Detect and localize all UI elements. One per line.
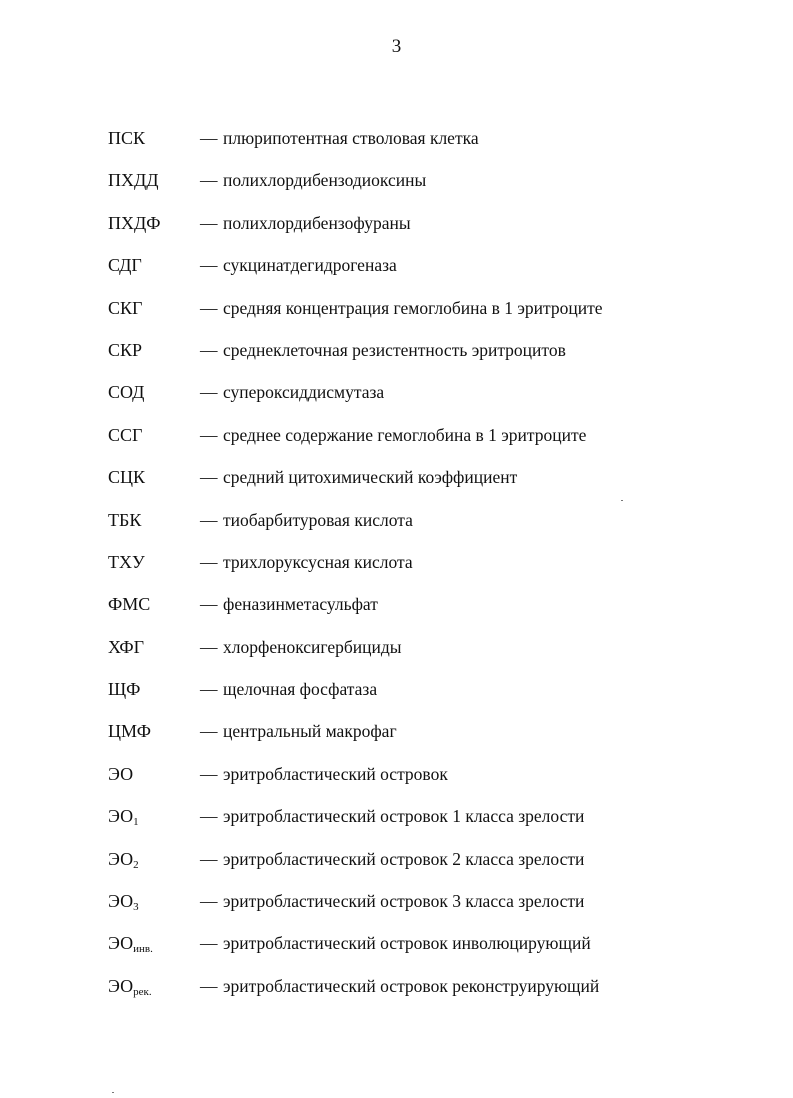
abbreviation-term: ПСК — [108, 128, 146, 148]
em-dash: — — [200, 255, 218, 276]
abbreviation-row — [108, 128, 748, 170]
em-dash: — — [200, 636, 218, 657]
page-number: 3 — [391, 36, 402, 57]
abbreviation-term: СКГ — [108, 297, 143, 318]
abbreviation-row — [108, 170, 748, 212]
abbreviation-term: ССГ — [108, 424, 143, 445]
abbreviation-term: ЭО — [108, 763, 134, 784]
abbreviation-term: СЦК — [108, 467, 146, 488]
em-dash: — — [200, 848, 218, 869]
em-dash: — — [200, 679, 218, 700]
em-dash: — — [200, 933, 218, 954]
abbreviation-row — [108, 806, 748, 848]
abbreviation-row — [108, 213, 748, 255]
abbreviation-definition: эритробластический островок 2 класса зрелости — [223, 848, 585, 869]
abbreviation-row — [108, 594, 748, 636]
abbreviation-definition: эритробластический островок инволюцирующий — [223, 933, 591, 954]
abbreviation-term: ЩФ — [108, 679, 141, 700]
abbreviation-definition: полихлордибензофураны — [223, 212, 411, 233]
abbreviation-term: $ЭО_{рек.}$ — [108, 975, 152, 998]
abbreviation-definition: эритробластический островок реконструирующий — [223, 975, 600, 996]
abbreviation-term: ТБК — [108, 509, 142, 530]
em-dash: — — [200, 551, 218, 572]
abbreviation-row — [108, 340, 748, 382]
abbreviation-row — [108, 425, 748, 467]
abbreviation-term: $ЭО_2$ — [108, 848, 139, 871]
abbreviation-row — [108, 467, 748, 509]
abbreviation-list — [108, 128, 748, 1018]
abbreviation-term: СКР — [108, 339, 143, 360]
abbreviation-row — [108, 382, 748, 424]
em-dash: — — [200, 975, 218, 996]
abbreviation-term: СДГ — [108, 255, 142, 276]
abbreviation-row — [108, 679, 748, 721]
abbreviation-row — [108, 891, 748, 933]
em-dash: — — [200, 424, 218, 445]
em-dash: — — [200, 721, 218, 742]
abbreviation-definition: центральный макрофаг — [223, 721, 397, 742]
em-dash: — — [200, 170, 218, 191]
abbreviation-definition: супероксиддисмутаза — [223, 382, 385, 403]
abbreviation-term: ПХДД — [108, 170, 159, 191]
scan-speck — [621, 500, 623, 501]
abbreviation-definition: эритробластический островок 3 класса зрелости — [223, 891, 585, 912]
abbreviation-definition: полихлордибензодиоксины — [223, 170, 427, 191]
abbreviation-definition: тиобарбитуровая кислота — [223, 509, 413, 530]
em-dash: — — [200, 806, 218, 827]
abbreviation-definition: сукцинатдегидрогеназа — [223, 255, 397, 276]
abbreviation-definition: плюрипотентная стволовая клетка — [223, 128, 479, 148]
abbreviation-term: $ЭО_3$ — [108, 891, 139, 914]
abbreviation-row — [108, 298, 748, 340]
abbreviation-row — [108, 764, 748, 806]
em-dash: — — [200, 382, 218, 403]
abbreviation-row — [108, 849, 748, 891]
abbreviation-definition: феназинметасульфат — [223, 594, 378, 615]
abbreviation-definition: эритробластический островок 1 класса зрелости — [223, 806, 585, 827]
abbreviation-definition: среднее содержание гемоглобина в 1 эритроците — [223, 424, 587, 445]
abbreviation-term: ФМС — [108, 594, 151, 615]
abbreviation-term: $ЭО_{инв.}$ — [108, 933, 153, 956]
abbreviation-row — [108, 255, 748, 297]
scan-speck — [112, 1092, 114, 1093]
em-dash: — — [200, 128, 218, 148]
abbreviation-term: ПХДФ — [108, 212, 161, 233]
abbreviation-row — [108, 976, 748, 1018]
abbreviation-definition: эритробластический островок — [223, 763, 448, 784]
abbreviation-definition: средний цитохимический коэффициент — [223, 467, 518, 488]
abbreviation-row — [108, 510, 748, 552]
abbreviation-definition: хлорфеноксигербициды — [223, 636, 402, 657]
em-dash: — — [200, 763, 218, 784]
em-dash: — — [200, 212, 218, 233]
abbreviation-definition: среднеклеточная резистентность эритроцитов — [223, 339, 566, 360]
abbreviation-row — [108, 637, 748, 679]
em-dash: — — [200, 297, 218, 318]
em-dash: — — [200, 467, 218, 488]
abbreviation-term: ХФГ — [108, 636, 145, 657]
em-dash: — — [200, 339, 218, 360]
em-dash: — — [200, 594, 218, 615]
abbreviation-definition: щелочная фосфатаза — [223, 679, 378, 700]
abbreviation-row — [108, 721, 748, 763]
abbreviation-term: ТХУ — [108, 551, 145, 572]
em-dash: — — [200, 509, 218, 530]
abbreviation-row — [108, 552, 748, 594]
abbreviation-term: СОД — [108, 382, 145, 403]
abbreviation-row — [108, 933, 748, 975]
abbreviation-term: $ЭО_1$ — [108, 806, 139, 829]
abbreviation-term: ЦМФ — [108, 721, 151, 742]
abbreviation-definition: средняя концентрация гемоглобина в 1 эритроците — [223, 297, 603, 318]
abbreviation-definition: трихлоруксусная кислота — [223, 551, 413, 572]
em-dash: — — [200, 891, 218, 912]
